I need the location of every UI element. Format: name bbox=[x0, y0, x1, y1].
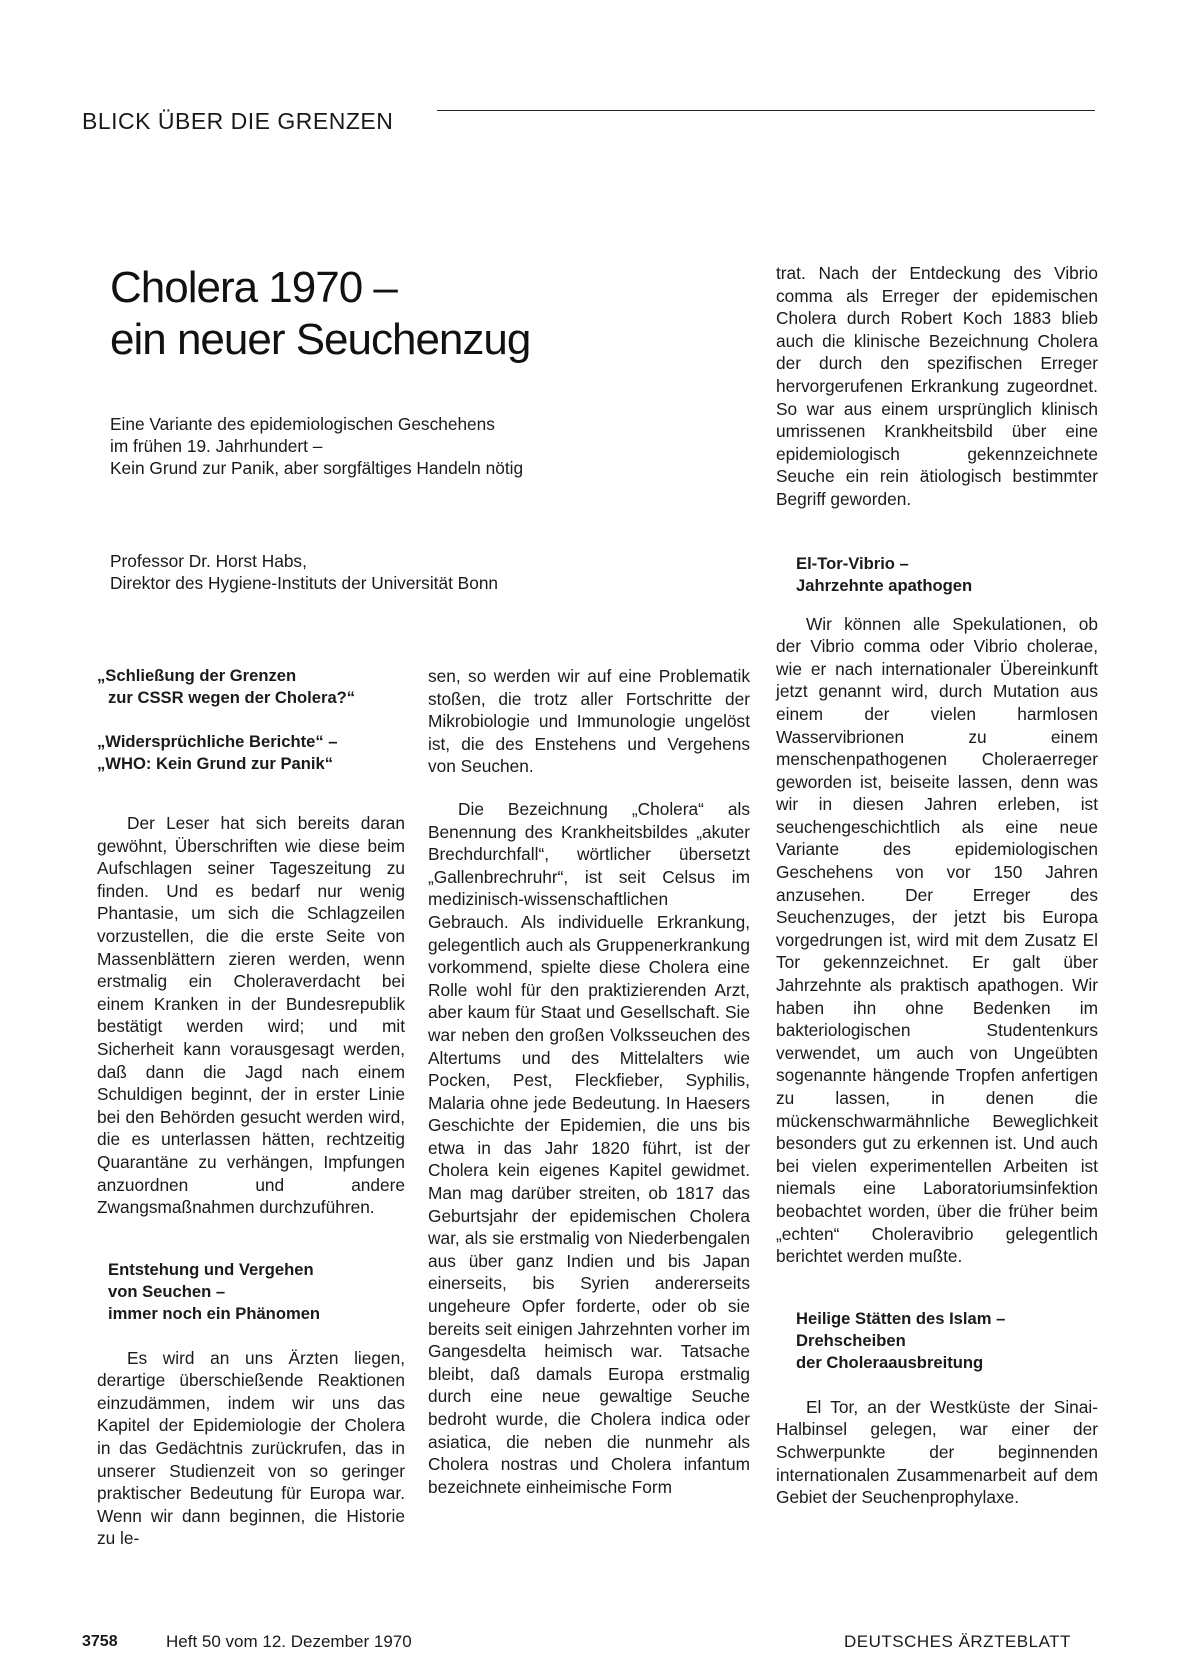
column-3-heading-2 bbox=[776, 1308, 1098, 1374]
heading-line: Entstehung und Vergehen bbox=[108, 1259, 314, 1279]
subtitle-line-1: Eine Variante des epidemiologischen Geschehens bbox=[110, 414, 495, 434]
article-title bbox=[110, 262, 530, 366]
heading-line: „WHO: Kein Grund zur Panik“ bbox=[97, 754, 334, 773]
column-3 bbox=[776, 262, 1098, 1509]
column-2-paragraph-1: sen, so werden wir auf eine Problematik stoßen, die trotz aller Fortschritte der Mikrobiologie und Immunologie ungelöst ist, die des Enstehens und Vergehens von Seuchen. bbox=[428, 666, 750, 777]
heading-line: El-Tor-Vibrio – bbox=[796, 553, 909, 573]
column-3-heading-1 bbox=[776, 553, 1098, 597]
column-3-paragraph-1: trat. Nach der Entdeckung des Vibrio comma als Erreger der epidemischen Cholera durch Robert Koch 1883 blieb auch die klinische Bezeichnung Cholera der durch den spezifischen Erreger hervorgerufenen Erkrankung zugeordnet. So war aus einem ursprünglich klinisch umrissenen Krankheitsbild über eine epidemiologisch gekennzeichnete Seuche ein rein ätiologisch bestimmter Begriff geworden. bbox=[776, 263, 1098, 509]
section-rule bbox=[437, 110, 1095, 111]
section-label: BLICK ÜBER DIE GRENZEN bbox=[82, 108, 394, 134]
title-line-1: Cholera 1970 – bbox=[110, 263, 397, 312]
column-1-paragraph-2: Es wird an uns Ärzten liegen, derartige überschießende Reaktionen einzudämmen, indem wir uns das Kapitel der Epidemiologie der Cholera in das Gedächtnis zurückrufen, das in unserer Studienzeit von so geringer praktischer Bedeutung für Europa war. Wenn wir dann beginnen, die Historie zu le- bbox=[97, 1347, 405, 1549]
column-3-paragraph-3: El Tor, an der Westküste der Sinai-Halbinsel gelegen, war einer der Schwerpunkte der beginnenden internationalen Zusammenarbeit auf dem Gebiet der Seuchenprophylaxe. bbox=[776, 1396, 1098, 1508]
article-subtitle bbox=[110, 413, 630, 479]
title-line-2: ein neuer Seuchenzug bbox=[110, 315, 531, 364]
page-number: 3758 bbox=[82, 1633, 118, 1650]
column-1-heading-3 bbox=[97, 1259, 405, 1325]
column-1 bbox=[97, 665, 405, 1550]
author-name: Professor Dr. Horst Habs, bbox=[110, 551, 307, 571]
column-1-paragraph-1: Der Leser hat sich bereits daran gewöhnt, Überschriften wie diese beim Aufschlagen seiner Tageszeitung zu finden. Und es bedarf nur wenig Phantasie, um sich die Schlagzeilen vorzustellen, die die erste Seite von Massenblättern zieren werden, wenn erstmalig ein Choleraverdacht bei einem Kranken in der Bundesrepublik bestätigt werden wird; und mit Sicherheit kann vorausgesagt werden, daß dann die Jagd nach einem Schuldigen beginnt, der in erster Linie bei den Behörden gesucht werden wird, die es unterlassen hätten, rechtzeitig Quarantäne zu verhängen, Impfungen anzuordnen und andere Zwangsmaßnahmen durchzuführen. bbox=[97, 813, 405, 1218]
author-byline bbox=[110, 550, 630, 594]
heading-line: Drehscheiben bbox=[796, 1330, 906, 1350]
heading-line: immer noch ein Phänomen bbox=[108, 1303, 321, 1323]
column-1-heading-1 bbox=[97, 665, 405, 709]
subtitle-line-2: im frühen 19. Jahrhundert – bbox=[110, 436, 323, 456]
column-2 bbox=[428, 665, 750, 1498]
heading-line: der Choleraausbreitung bbox=[796, 1352, 984, 1372]
subtitle-line-3: Kein Grund zur Panik, aber sorgfältiges Handeln nötig bbox=[110, 458, 524, 478]
issue-info: Heft 50 vom 12. Dezember 1970 bbox=[166, 1632, 412, 1651]
column-1-heading-2 bbox=[97, 731, 405, 775]
column-3-paragraph-2: Wir können alle Spekulationen, ob der Vibrio comma oder Vibrio cholerae, wie er nach internationaler Übereinkunft jetzt genannt wird, durch Mutation aus einem der vielen harmlosen Wasservibrionen zu einem menschenpathogenen Choleraerreger geworden ist, beiseite lassen, denn was wir in diesen Jahren erleben, ist seuchengeschichtlich als eine neue Variante des epidemiologischen Geschehens von vor 150 Jahren anzusehen. Der Erreger des Seuchenzuges, der jetzt bis Europa vorgedrungen ist, wird mit dem Zusatz El Tor gekennzeichnet. Er galt über Jahrzehnte als praktisch apathogen. Wir haben ihn ohne Bedenken im bakteriologischen Studentenkurs verwendet, um auch von Ungeübten sogenannte hängende Tropfen anfertigen zu lassen, in denen die mückenschwarmähnliche Beweglichkeit besonders gut zu erkennen ist. Und auch bei vielen experimentellen Arbeiten ist niemals eine Laboratoriumsinfektion beobachtet worden, über die früher beim „echten“ Choleravibrio gelegentlich berichtet werden mußte. bbox=[776, 613, 1098, 1267]
column-2-paragraph-2: Die Bezeichnung „Cholera“ als Benennung des Krankheitsbildes „akuter Brechdurchfall“, wörtlicher übersetzt „Gallenbrechruhr“, ist seit Celsus im medizinisch-wissenschaftlichen Gebrauch. Als individuelle Erkrankung, gelegentlich auch als Gruppenerkrankung vorkommend, spielte diese Cholera eine Rolle wohl für den praktizierenden Arzt, aber kaum für Staat und Gesellschaft. Sie war neben den großen Volksseuchen des Altertums und des Mittelalters wie Pocken, Pest, Fleckfieber, Syphilis, Malaria ohne jede Bedeutung. In Haesers Geschichte der Epidemien, die uns bis etwa in das Jahr 1820 führt, ist der Cholera kein eigenes Kapitel gewidmet. Man mag darüber streiten, ob 1817 das Geburtsjahr der epidemischen Cholera war, als sie erstmalig von Niederbengalen aus über ganz Indien und bis Japan einerseits, bis Syrien andererseits ungeheure Opfer forderte, oder ob sie bereits seit einigen Jahrzehnten vorher im Gangesdelta heimisch war. Tatsache bleibt, daß damals Europa erstmalig durch eine neue gewaltige Seuche bedroht wurde, die Cholera indica oder asiatica, die neben die nunmehr als Cholera nostras und Cholera infantum bezeichnete einheimische Form bbox=[428, 798, 750, 1497]
heading-line: Jahrzehnte apathogen bbox=[796, 575, 973, 595]
journal-name: DEUTSCHES ÄRZTEBLATT bbox=[844, 1632, 1071, 1651]
heading-line: „Schließung der Grenzen bbox=[97, 666, 297, 685]
heading-line: von Seuchen – bbox=[108, 1281, 226, 1301]
heading-line: „Widersprüchliche Berichte“ – bbox=[97, 732, 338, 751]
heading-line: Heilige Stätten des Islam – bbox=[796, 1308, 1006, 1328]
heading-line: zur CSSR wegen der Cholera?“ bbox=[108, 688, 356, 707]
author-affiliation: Direktor des Hygiene-Instituts der Universität Bonn bbox=[110, 573, 499, 593]
